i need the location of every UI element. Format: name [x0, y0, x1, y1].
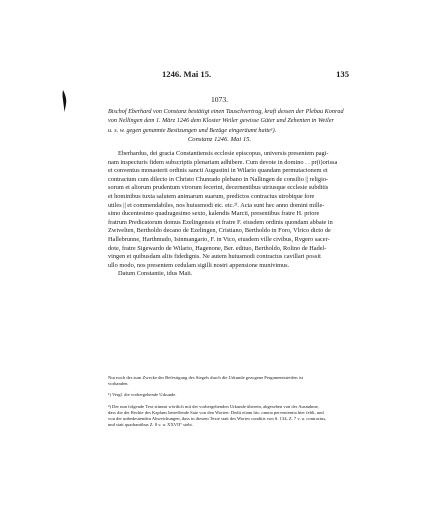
text-line: ullo modo, nos presentem cedulam sigilli nostri appensione munivimus.	[108, 261, 290, 269]
footnote-line: Nur noch der zum Zwecke der Befestigung des Siegels durch die Urkunde gezogene Pergamentstreifen ist	[108, 375, 304, 380]
summary-line: Bischof Eberhard von Constanz bestätigt einen Tauschvertrag, kraft dessen der Plebau Konrad	[108, 108, 344, 115]
running-header	[107, 69, 349, 81]
summary-line: u. s. w. gegen genannte Besitzungen und Bezüge eingeräumt hatte¹).	[108, 126, 277, 134]
text-line: nam inspecturis fidem subscriptis plenariam adhibere. Cum devote in domino . . pr(i)orissa	[108, 158, 338, 166]
text-line: fratrum Predicatorum domus Ezelingensis et fratre F. eiusdem ordinis quondam abbate in	[108, 218, 333, 226]
text-line: vingen et quibusdam aliis fidedignis. Ne autem huiusmodi contractus cavillari possit	[108, 253, 321, 261]
text-line: Datum Constantie, idus Maii.	[118, 270, 193, 278]
footnote-line: ¹) Vergl. die vorhergehende Urkunde.	[108, 392, 177, 398]
text-line: utiles || et commendabiles, nos huiusmodi etc. etc.²⁾. Acta sunt hec anno domini mille-	[108, 201, 325, 209]
footnote-line: dass die der Rechte des Kaplans betreffende Satz von den Worten: Dedit etiam his: omnia pervenientia hier fehlt, und	[108, 409, 324, 415]
footnote-line: vorhanden.	[108, 381, 129, 387]
footnote-line: und statt quadrantibus Z. 8 v. u. XXVII° steht.	[108, 422, 193, 428]
page-number: 135	[336, 69, 349, 79]
place-date-line: Constanz 1246. Mai 15.	[187, 136, 252, 143]
text-line: contractum cum dilecto in Christo Chunrado plebano in Nallingen de consilio || religio-	[108, 175, 329, 183]
text-line: dote, fratre Sigewardo de Wilario, Hagenone, Ber. edituo, Bertholdo, Rolino de Hadel-	[108, 244, 327, 252]
document-number: 1073.	[210, 95, 229, 104]
text-line: Zwivelten, Bertholdo decano de Ezelingen, Cristiano, Bertholdo in Foro, Vlrico dicto de	[108, 227, 331, 235]
text-line: sorum et aliorum prudentum virorum fecerint, decernentibus utriusque ecclesie subditis	[108, 184, 329, 192]
footnote-line: von der unbedeutenden Abweichungen, dass in diesem Texte statt des Wortes conditis von S. 134, Z. 7 v. u. contractus,	[108, 416, 327, 422]
text-line: et conventus monasterii ordinis sancti Augustini in Wilario quandam permutacionem et	[108, 167, 328, 175]
text-line: Hallebrunne, Harthmudo, Isinmangario, F. in Vico, eiusdem ville civibus, Rvgero sacer-	[108, 235, 330, 243]
footnotes	[108, 375, 350, 428]
text-line: Eberhardus, dei gracia Constantiensis ecclesie episcopus, universis presentem pagi-	[118, 150, 329, 157]
charter-text	[108, 150, 350, 279]
text-line: et hominibus tuxta salutem animarum suarum, predictos contractus utrobique fore	[108, 192, 315, 200]
header-date: 1246. Mai 15.	[162, 69, 212, 79]
footnote-line: ²) Der nun folgende Text stimmt wörtlich mit der vorhergehenden Urkunde überein, abgesehen von der Ausnahme,	[108, 403, 319, 409]
document-summary	[108, 107, 348, 135]
summary-line: von Nellingen dem 1. März 1246 dem Kloster Weiler gewisse Güter und Zehenten in Weiler	[108, 117, 334, 125]
text-line: simo ducentesimo quadragesimo sexto, kalendis Marcii, presentibus fratre H. priore	[108, 210, 320, 218]
